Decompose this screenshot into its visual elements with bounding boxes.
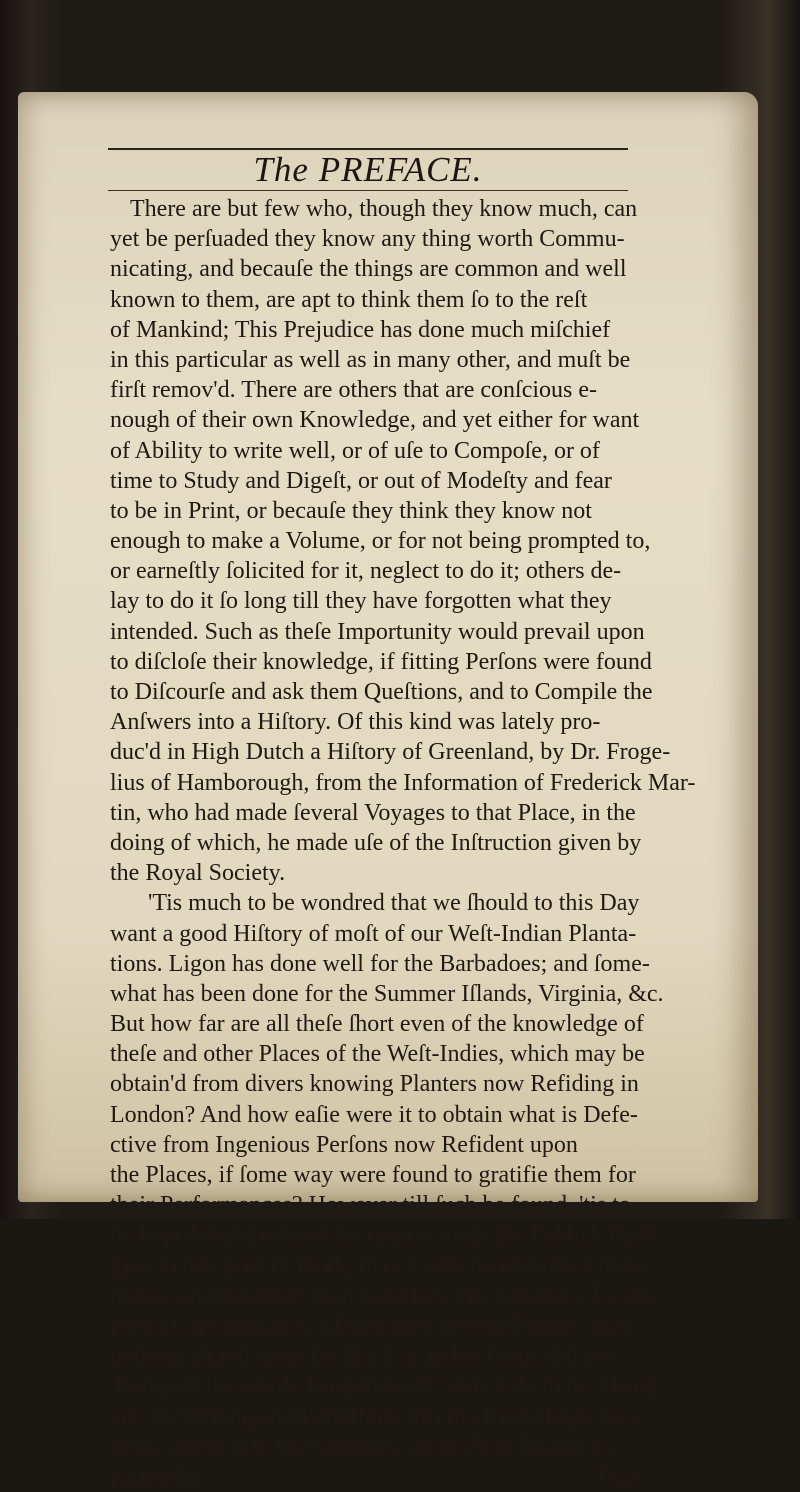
text-line: doing of which, he made uſe of the Inſtruction given by xyxy=(110,829,642,856)
text-line: enough to make a Volume, or for not being prompted to, xyxy=(110,528,651,555)
text-line: duc'd in High Dutch a Hiſtory of Greenland, by Dr. Froge- xyxy=(110,739,671,766)
text-line: of Mankind; This Prejudice has done much miſchief xyxy=(110,316,611,343)
text-line: and by Writing and Publiſhing this his Knowledge, has xyxy=(110,1403,636,1430)
text-line: known to them, are apt to think them ſo to the reſt xyxy=(110,286,588,313)
text-line: tions. Ligon has done well for the Barbadoes; and ſome- xyxy=(110,950,650,977)
text-line: firſt remov'd. There are others that are conſcious e- xyxy=(110,377,598,404)
text-line: give to this preſent Work, may excite ſeveral other Inge- xyxy=(110,1252,648,1279)
text-line: lay to do it ſo long till they have forgotten what they xyxy=(110,588,612,615)
text-line: yet be perſuaded they know any thing worth Commu- xyxy=(110,226,625,253)
text-line: of Ability to write well, or of uſe to Compoſe, or of xyxy=(110,437,600,464)
text-line: particular. xyxy=(110,1463,207,1490)
text-line: the Royal Society. xyxy=(110,860,286,887)
text-line: ple of Captain Knox, who though he could bring away xyxy=(110,1312,633,1339)
text-line: want a good Hiſtory of moſt of our Weſt-Indian Planta- xyxy=(110,920,637,947)
text-line: nough of their own Knowledge, and yet either for want xyxy=(110,407,640,434)
page-heading: The PREFACE. xyxy=(253,150,483,189)
text-line: to diſcloſe their knowledge, if fitting Perſons were found xyxy=(110,648,652,675)
text-line: intended. Such as theſe Importunity would prevail upon xyxy=(110,618,645,645)
text-line: London? And how eaſie were it to obtain what is Defe- xyxy=(110,1101,638,1128)
text-line: what has been done for the Summer Iſlands, Virginia, &c. xyxy=(110,980,664,1007)
text-line: tin, who had made ſeveral Voyages to that Place, in the xyxy=(110,799,636,826)
text-line: be hoped that the kind Acceptance only the Publick ſhall xyxy=(110,1222,652,1249)
text-line: nuous, and knowing Men to follow this Generous Exam- xyxy=(110,1282,656,1309)
text-line: the Places, if ſome way were found to gratifie them for xyxy=(110,1162,636,1188)
header-rule-bottom xyxy=(108,190,628,191)
text-line: ctive from Ingenious Perſons now Refident upon xyxy=(110,1131,578,1158)
text-line: Anſwers into a Hiſtory. Of this kind was lately pro- xyxy=(110,709,601,736)
text-line: obtain'd from divers knowing Planters now Refiding in xyxy=(110,1071,639,1098)
text-line: their Performances? However till ſuch be found, 'tis to xyxy=(110,1192,631,1219)
catchword: 'Twas xyxy=(591,1463,646,1490)
text-line: in this particular as well as in many other, and muſt be xyxy=(110,346,631,373)
text-line: 'Tis much to be wondred that we ſhould to this Day xyxy=(148,890,640,917)
text-line: or earneſtly ſolicited for it, neglect to do it; others de- xyxy=(110,558,622,585)
text-line: But how far are all theſe ſhort even of the knowledge of xyxy=(110,1011,644,1038)
text-line: Tranſport the whole Kingdom of Cande Uda in his Head, xyxy=(110,1373,658,1400)
text-line: to Diſcourſe and ask them Queſtions, and to Compile the xyxy=(110,679,653,705)
text-line: time to Study and Digeſt, or out of Modeſty and fear xyxy=(110,467,612,494)
text-line: theſe and other Places of the Weſt-Indies, which may be xyxy=(110,1041,645,1068)
text-line: nicating, and becauſe the things are common and well xyxy=(110,256,627,283)
text-line: to be in Print, or becauſe they think they know not xyxy=(110,497,592,524)
text-line: There are but few who, though they know much, can xyxy=(130,196,638,222)
text-line: lius of Hamborough, from the Information of Frederick Mar- xyxy=(110,769,696,796)
body-text xyxy=(110,194,696,1492)
text-line: nothing almoſt upon his Back or in his Purſe, did yet xyxy=(110,1343,614,1370)
text-line: freely given it to his Countrey, and to You Reader in xyxy=(110,1433,612,1460)
